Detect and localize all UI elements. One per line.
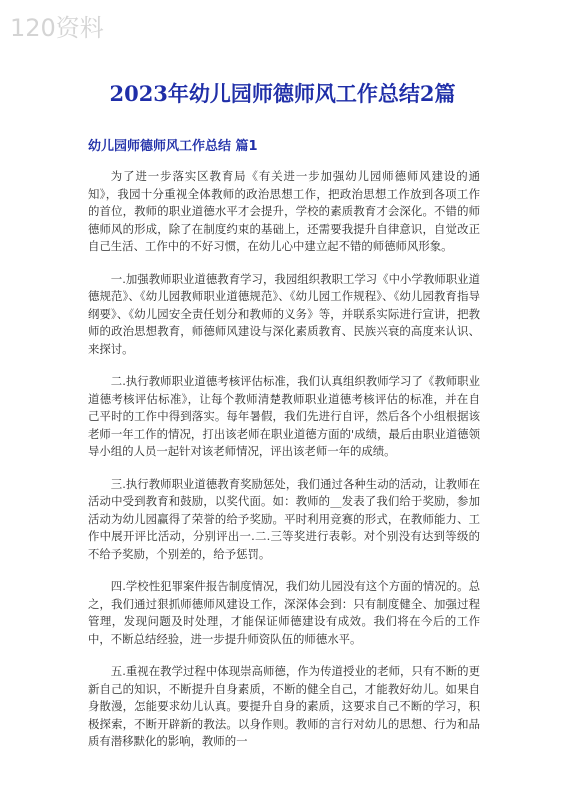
document-title: 2023年幼儿园师德师风工作总结2篇 (109, 81, 456, 106)
section-heading: 幼儿园师德师风工作总结 篇1 (88, 139, 258, 154)
paragraph-4: 四.学校性犯罪案件报告制度情况，我们幼儿园没有这个方面的情况的。总之，我们通过狠抓师德师风建设工作，深深体会到：只有制度健全、加强过程管理，发现问题及时处理，才能保证师德建设有成效。我们将在今后的工作中，不断总结经验，进一步提升师资队伍的师德水平。 (88, 579, 480, 646)
paragraph-1: 一.加强教师职业道德教育学习，我园组织教职工学习《中小学教师职业道德规范》、《幼儿园教师职业道德规范》、《幼儿园工作规程》、《幼儿园教育指导纲要》、《幼儿园安全责任划分和教师的义务》等，并联系实际进行宣讲，把教师的政治思想教育，师德师风建设与深化素质教育、民族兴衰的高度来认识、来探讨。 (88, 271, 480, 356)
paragraph-intro: 为了进一步落实区教育局《有关进一步加强幼儿园师德师风建设的通知》，我园十分重视全体教师的政治思想工作，把政治思想工作放到各项工作的首位，教师的职业道德水平才会提升，学校的素质教育才会深化。不错的师德师风的形成，除了在制度约束的基础上，还需要我提升自律意识，自觉改正自己生活、工作中的不好习惯，在幼儿心中建立起不错的师德师风形象。 (88, 169, 480, 253)
document-body (88, 168, 480, 766)
watermark-logo: 120资料 (10, 14, 104, 42)
paragraph-3: 三.执行教师职业道德教育奖励惩处，我们通过各种生动的活动，让教师在活动中受到教育和鼓励，以奖代面。如：教师的__发表了我们给于奖励，参加活动为幼儿园赢得了荣誉的给予奖励。平时利用竞赛的形式，在教师能力、工作中展开评比活动，分别评出一.二.三等奖进行表彰。对个别没有达到等级的不给予奖励，个别差的，给予惩罚。 (88, 476, 480, 561)
paragraph-5: 五.重视在教学过程中体现崇高师德，作为传道授业的老师，只有不断的更新自己的知识，不断提升自身素质，不断的健全自己，才能教好幼儿。如果自身散漫，怎能要求幼儿认真。要提升自身的素质，这要求自己不断的学习，积极探索，不断开辟新的教法。以身作则。教师的言行对幼儿的思想、行为和品质有潜移默化的影响，教师的一 (88, 664, 480, 748)
paragraph-2: 二.执行教师职业道德考核评估标准，我们认真组织教师学习了《教师职业道德考核评估标准》，让每个教师清楚教师职业道德考核评估的标准，并在自己平时的工作中得到落实。每年暑假，我们先进行自评，然后各个小组根据该老师一年工作的情况，打出该老师在职业道德方面的'成绩，最后由职业道德领导小组的人员一起针对该老师情况，评出该老师一年的成绩。 (88, 374, 480, 458)
